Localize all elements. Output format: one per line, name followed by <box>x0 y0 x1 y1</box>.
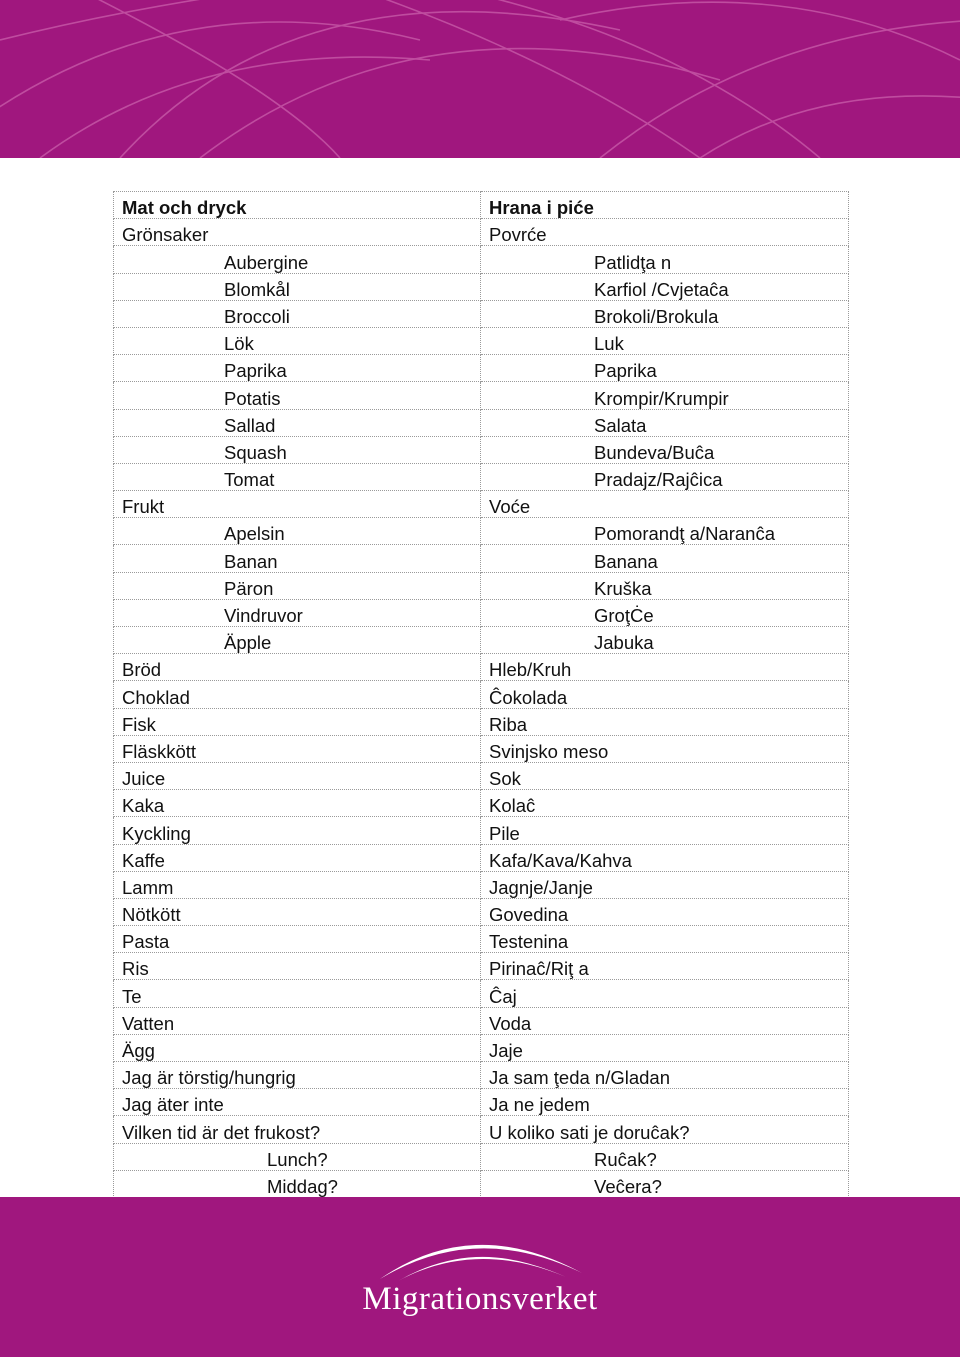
swedish-term: Bröd <box>114 654 481 681</box>
bosnian-term: Pile <box>481 817 849 844</box>
bosnian-term: Veĉera? <box>481 1170 849 1197</box>
table-row <box>114 817 849 844</box>
table-row <box>114 219 849 246</box>
swedish-term: Choklad <box>114 681 481 708</box>
bosnian-term: Kafa/Kava/Kahva <box>481 844 849 871</box>
table-row <box>114 953 849 980</box>
swedish-term: Lamm <box>114 871 481 898</box>
bosnian-term: Riba <box>481 708 849 735</box>
swedish-term: Päron <box>114 572 481 599</box>
table-row <box>114 762 849 789</box>
top-banner <box>0 0 960 158</box>
table-row <box>114 1007 849 1034</box>
bosnian-term: Krompir/Krumpir <box>481 382 849 409</box>
swedish-term: Squash <box>114 436 481 463</box>
swedish-term: Ägg <box>114 1034 481 1061</box>
bosnian-term: Voće <box>481 491 849 518</box>
bosnian-term: Jabuka <box>481 627 849 654</box>
swedish-term: Jag äter inte <box>114 1089 481 1116</box>
swedish-term: Apelsin <box>114 518 481 545</box>
swedish-term: Aubergine <box>114 246 481 273</box>
table-row <box>114 599 849 626</box>
table-row <box>114 355 849 382</box>
table-row <box>114 980 849 1007</box>
swedish-term: Sallad <box>114 409 481 436</box>
table-row <box>114 463 849 490</box>
bosnian-term: Jaje <box>481 1034 849 1061</box>
bosnian-term: Sok <box>481 762 849 789</box>
table-row <box>114 518 849 545</box>
table-row <box>114 572 849 599</box>
table-row <box>114 708 849 735</box>
bosnian-term: Jagnje/Janje <box>481 871 849 898</box>
header-swedish: Mat och dryck <box>114 192 481 219</box>
swedish-term: Frukt <box>114 491 481 518</box>
bosnian-term: Ĉaj <box>481 980 849 1007</box>
table-row <box>114 1170 849 1197</box>
table-row <box>114 1143 849 1170</box>
bosnian-term: Paprika <box>481 355 849 382</box>
migrationsverket-logo-arc-icon <box>376 1233 586 1283</box>
swedish-term: Vilken tid är det frukost? <box>114 1116 481 1143</box>
swedish-term: Vindruvor <box>114 599 481 626</box>
table-row <box>114 790 849 817</box>
vocabulary-table <box>113 191 849 1225</box>
bosnian-term: Govedina <box>481 898 849 925</box>
swedish-term: Tomat <box>114 463 481 490</box>
swedish-term: Grönsaker <box>114 219 481 246</box>
table-row <box>114 1089 849 1116</box>
bosnian-term: Luk <box>481 327 849 354</box>
decorative-arcs <box>0 0 960 158</box>
brand-name: Migrationsverket <box>362 1281 598 1317</box>
table-row <box>114 246 849 273</box>
swedish-term: Paprika <box>114 355 481 382</box>
bosnian-term: Hleb/Kruh <box>481 654 849 681</box>
table-row <box>114 1034 849 1061</box>
footer-banner <box>0 1197 960 1357</box>
bosnian-term: Svinjsko meso <box>481 735 849 762</box>
table-row <box>114 735 849 762</box>
swedish-term: Äpple <box>114 627 481 654</box>
header-bosnian: Hrana i piće <box>481 192 849 219</box>
swedish-term: Jag är törstig/hungrig <box>114 1062 481 1089</box>
table-row <box>114 382 849 409</box>
bosnian-term: U koliko sati je doruĉak? <box>481 1116 849 1143</box>
bosnian-term: Brokoli/Brokula <box>481 300 849 327</box>
swedish-term: Pasta <box>114 926 481 953</box>
table-row <box>114 844 849 871</box>
table-row <box>114 871 849 898</box>
table-row <box>114 926 849 953</box>
table-row <box>114 627 849 654</box>
swedish-term: Ris <box>114 953 481 980</box>
swedish-term: Te <box>114 980 481 1007</box>
bosnian-term: Ĉokolada <box>481 681 849 708</box>
swedish-term: Blomkål <box>114 273 481 300</box>
swedish-term: Nötkött <box>114 898 481 925</box>
bosnian-term: Testenina <box>481 926 849 953</box>
table-header-row <box>114 192 849 219</box>
swedish-term: Banan <box>114 545 481 572</box>
bosnian-term: Pomorandţ a/Naranĉa <box>481 518 849 545</box>
table-row <box>114 681 849 708</box>
bosnian-term: Bundeva/Buĉa <box>481 436 849 463</box>
table-row <box>114 436 849 463</box>
swedish-term: Broccoli <box>114 300 481 327</box>
bosnian-term: Kruška <box>481 572 849 599</box>
bosnian-term: Patlidţa n <box>481 246 849 273</box>
swedish-term: Lunch? <box>114 1143 481 1170</box>
swedish-term: Fisk <box>114 708 481 735</box>
bosnian-term: Ruĉak? <box>481 1143 849 1170</box>
swedish-term: Lök <box>114 327 481 354</box>
bosnian-term: Ja sam ţeda n/Gladan <box>481 1062 849 1089</box>
bosnian-term: Pradajz/Rajĉica <box>481 463 849 490</box>
bosnian-term: Banana <box>481 545 849 572</box>
swedish-term: Vatten <box>114 1007 481 1034</box>
bosnian-term: Kolaĉ <box>481 790 849 817</box>
bosnian-term: Karfiol /Cvjetaĉa <box>481 273 849 300</box>
bosnian-term: Salata <box>481 409 849 436</box>
swedish-term: Potatis <box>114 382 481 409</box>
swedish-term: Fläskkött <box>114 735 481 762</box>
table-row <box>114 654 849 681</box>
table-row <box>114 898 849 925</box>
bosnian-term: Pirinaĉ/Riţ a <box>481 953 849 980</box>
table-row <box>114 273 849 300</box>
table-row <box>114 491 849 518</box>
bosnian-term: Ja ne jedem <box>481 1089 849 1116</box>
table-row <box>114 545 849 572</box>
bosnian-term: Voda <box>481 1007 849 1034</box>
table-row <box>114 300 849 327</box>
table-row <box>114 409 849 436</box>
swedish-term: Kaka <box>114 790 481 817</box>
table-row <box>114 1116 849 1143</box>
table-row <box>114 327 849 354</box>
bosnian-term: GroţĊe <box>481 599 849 626</box>
swedish-term: Middag? <box>114 1170 481 1197</box>
swedish-term: Juice <box>114 762 481 789</box>
swedish-term: Kyckling <box>114 817 481 844</box>
table-row <box>114 1062 849 1089</box>
swedish-term: Kaffe <box>114 844 481 871</box>
bosnian-term: Povrće <box>481 219 849 246</box>
